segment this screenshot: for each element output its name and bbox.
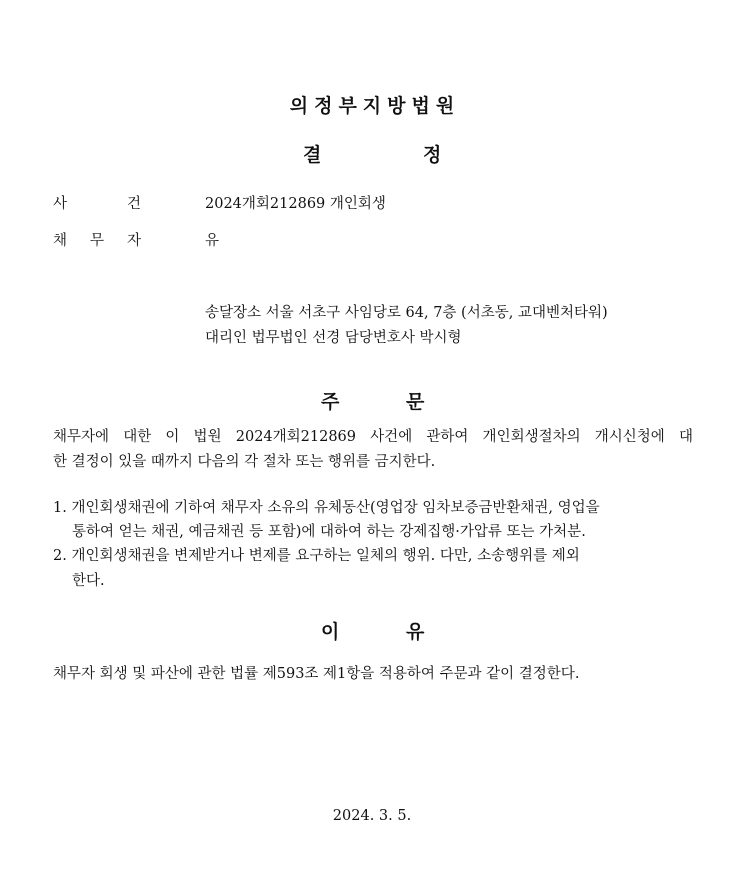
debtor-value: 유 [205, 233, 220, 249]
debtor-label-2: 무 [90, 233, 105, 249]
case-label-2: 건 [127, 196, 142, 212]
order-para-line-2: 한 결정이 있을 때까지 다음의 각 절차 또는 행위를 금지한다. [53, 454, 436, 470]
order-para-line-1: 채무자에 대한 이 법원 2024개회212869 사건에 관하여 개인회생절차의 개시신청에 대 [53, 429, 693, 445]
reason-text: 채무자 회생 및 파산에 관한 법률 제593조 제1항을 적용하여 주문과 같이 결정한다. [53, 666, 580, 682]
order-heading-left: 주 [321, 391, 340, 413]
order-item-1-line-2: 통하여 얻는 채권, 예금채권 등 포함)에 대하여 하는 강제집행·가압류 또는 가처분. [72, 524, 586, 540]
reason-heading-right: 유 [406, 621, 425, 643]
debtor-label-3: 자 [127, 233, 142, 249]
service-address: 송달장소 서울 서초구 사임당로 64, 7층 (서초동, 교대벤처타워) [205, 305, 608, 321]
doc-title-right: 정 [423, 144, 442, 166]
order-item-1-line-1: 1. 개인회생채권에 기하여 채무자 소유의 유체동산(영업장 임차보증금반환채권, 영업을 [53, 500, 600, 516]
order-item-2-line-2: 한다. [72, 573, 105, 589]
order-item-2-line-1: 2. 개인회생채권을 변제받거나 변제를 요구하는 일체의 행위. 다만, 소송행위를 제외 [53, 548, 580, 564]
service-agent: 대리인 법무법인 선경 담당변호사 박시형 [205, 330, 462, 346]
debtor-label-1: 채 [53, 233, 68, 249]
order-heading-right: 문 [406, 391, 425, 413]
reason-heading-left: 이 [321, 621, 340, 643]
doc-title-left: 결 [303, 144, 322, 166]
case-value: 2024개회212869 개인회생 [205, 196, 386, 212]
court-name: 의정부지방법원 [289, 95, 461, 117]
case-label-1: 사 [53, 196, 68, 212]
decision-date: 2024. 3. 5. [332, 808, 412, 824]
